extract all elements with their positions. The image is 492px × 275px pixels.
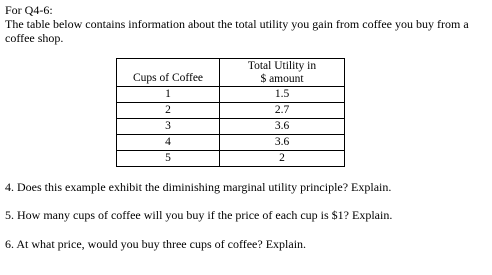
- table-row: [117, 151, 345, 167]
- table-row: [117, 135, 345, 151]
- table-row: [117, 103, 345, 119]
- utility-cell: 2: [220, 151, 345, 167]
- cups-cell: 1: [117, 87, 220, 103]
- utility-table: [116, 58, 345, 167]
- header-total-utility: [220, 59, 345, 87]
- intro-heading: For Q4-6:: [5, 3, 53, 17]
- header-cups-label: Cups of Coffee: [132, 72, 204, 84]
- question-5: 5. How many cups of coffee will you buy if the price of each cup is $1? Explain.: [5, 208, 393, 222]
- question-4: 4. Does this example exhibit the diminishing marginal utility principle? Explain.: [5, 180, 392, 194]
- table-row: [117, 119, 345, 135]
- header-utility-line2: $ amount: [260, 73, 304, 85]
- table-row: [117, 87, 345, 103]
- intro-description: The table below contains information about the total utility you gain from coffee you buy from a coffee shop.: [5, 17, 469, 45]
- utility-cell: 3.6: [220, 135, 345, 151]
- intro-section: [5, 3, 487, 45]
- cups-cell: 5: [117, 151, 220, 167]
- utility-cell: 1.5: [220, 87, 345, 103]
- utility-cell: 2.7: [220, 103, 345, 119]
- header-cups-of-coffee: [117, 59, 220, 87]
- utility-cell: 3.6: [220, 119, 345, 135]
- cups-cell: 3: [117, 119, 220, 135]
- cups-cell: 4: [117, 135, 220, 151]
- question-6: 6. At what price, would you buy three cups of coffee? Explain.: [5, 237, 307, 251]
- table-header-row: [117, 59, 345, 87]
- header-utility-line1: Total Utility in: [247, 60, 317, 72]
- cups-cell: 2: [117, 103, 220, 119]
